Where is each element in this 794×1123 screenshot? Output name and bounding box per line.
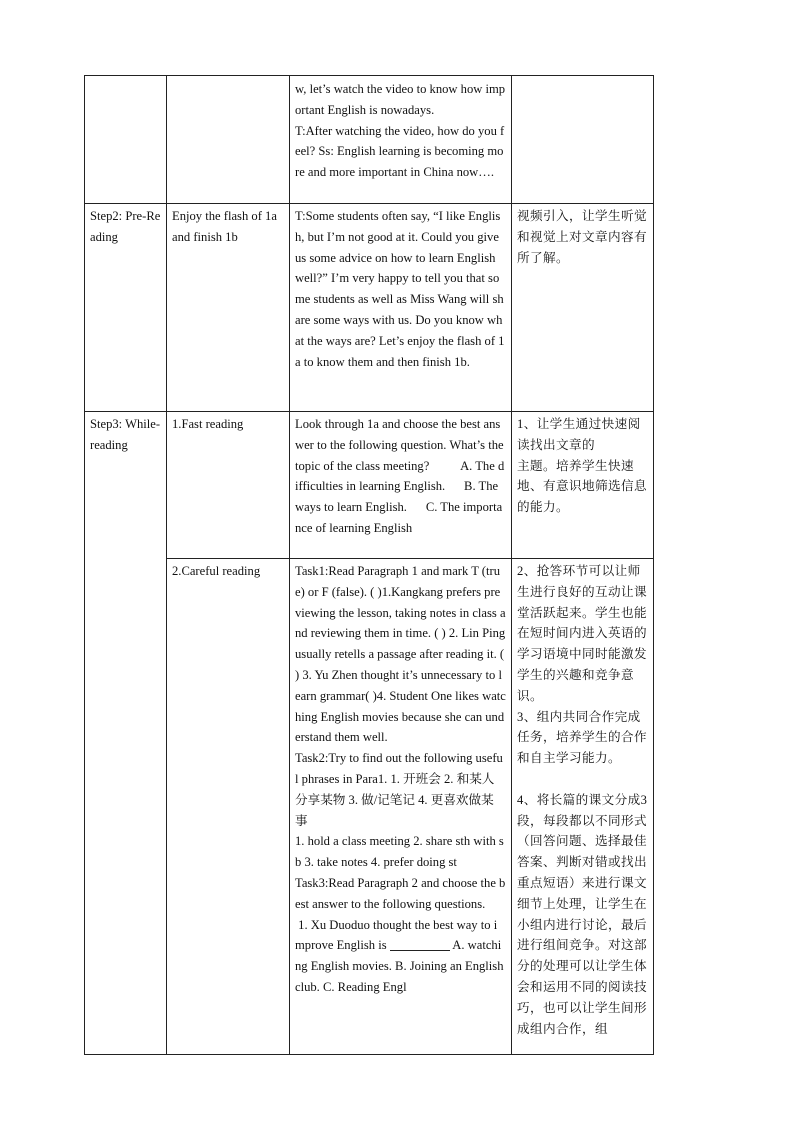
content-cell xyxy=(290,412,512,559)
content-paragraph: Task2:Try to find out the following useful phrases in Para1. 1. 开班会 2. 和某人分享某物 3. 做/记笔记 4. 更喜欢做某事 xyxy=(295,751,503,828)
activity-cell xyxy=(167,412,290,559)
purpose-cell xyxy=(512,204,654,412)
content-paragraph: Task1:Read Paragraph 1 and mark T (true) or F (false). ( )1.Kangkang prefers previewing the lesson, taking notes in class and reviewing them in time. ( ) 2. Lin Ping usually retells a passage after reading it. ( ) 3. Yu Zhen thought it’s unnecessary to learn grammar( )4. Student One likes watching English movies because she can understand them well. xyxy=(295,564,509,745)
content-paragraph: T:After watching the video, how do you feel? Ss: English learning is becoming more and more important in China now…. xyxy=(295,123,505,180)
content-cell xyxy=(290,204,512,412)
table-row xyxy=(85,412,654,559)
purpose-text: 主题。培养学生快速地、有意识地筛选信息的能力。 xyxy=(517,458,647,515)
answer-blank xyxy=(390,938,450,951)
activity-label: 2.Careful reading xyxy=(172,564,261,578)
content-paragraph: T:Some students often say, “I like English, but I’m not good at it. Could you give us some advice on how to learn English well?” I’m very happy to tell you that some students as well as Miss Wang will share some ways with us. Do you know what the ways are? Let’s enjoy the flash of 1a to know them and then finish 1b. xyxy=(295,209,505,369)
purpose-text: 2、抢答环节可以让师生进行良好的互动让课堂活跃起来。学生也能在短时间内进入英语的学习语境中同时能激发学生的兴趣和竞争意识。 xyxy=(517,564,647,703)
activity-cell xyxy=(167,76,290,204)
lesson-plan-table xyxy=(84,75,654,1055)
content-paragraph: 1. hold a class meeting 2. share sth with sb 3. take notes 4. prefer doing st xyxy=(295,834,504,870)
content-cell xyxy=(290,559,512,1055)
question-options: A. watching English movies. B. Joining an English club. C. Reading Engl xyxy=(295,938,507,994)
question-text: 1. Xu Duoduo thought the best way to improve English is xyxy=(295,917,498,953)
purpose-cell xyxy=(512,76,654,204)
content-cell xyxy=(290,76,512,204)
purpose-text: 视频引入，让学生听觉和视觉上对文章内容有所了解。 xyxy=(517,209,647,265)
activity-cell xyxy=(167,204,290,412)
step-label: Step2: Pre-Reading xyxy=(90,209,161,244)
step-cell xyxy=(85,412,167,1055)
purpose-text: 4、将长篇的课文分成3段，每段都以不同形式（回答问题、选择最佳答案、判断对错或找出重点短语）来进行课文细节上处理，让学生在小组内进行讨论，最后进行组间竞争。对这部分的处理可以让学生体会和运用不同的阅读技巧，也可以让学生间形成组内合作，组 xyxy=(517,792,648,1036)
step-label: Step3: While- reading xyxy=(90,417,161,452)
purpose-cell xyxy=(512,412,654,559)
step-cell xyxy=(85,76,167,204)
purpose-text: 1、让学生通过快速阅读找出文章的 xyxy=(517,417,641,452)
step-cell xyxy=(85,204,167,412)
content-paragraph xyxy=(295,915,506,998)
table-row xyxy=(85,204,654,412)
content-paragraph: w, let’s watch the video to know how important English is nowadays. xyxy=(295,82,506,117)
purpose-cell xyxy=(512,559,654,1055)
activity-cell xyxy=(167,559,290,1055)
content-paragraph: Task3:Read Paragraph 2 and choose the best answer to the following questions. xyxy=(295,875,506,911)
activity-label: Enjoy the flash of 1a and finish 1b xyxy=(172,209,277,244)
content-paragraph: Look through 1a and choose the best answer to the following question. What’s the topic of the class meeting? A. The difficulties in learning English. B. The ways to learn English. C. The importance of learning English xyxy=(295,417,507,535)
activity-label: 1.Fast reading xyxy=(172,417,244,431)
table-row xyxy=(85,559,654,1055)
purpose-spacer xyxy=(517,769,648,790)
table-row xyxy=(85,76,654,204)
purpose-text: 3、组内共同合作完成任务，培养学生的合作和自主学习能力。 xyxy=(517,709,647,766)
